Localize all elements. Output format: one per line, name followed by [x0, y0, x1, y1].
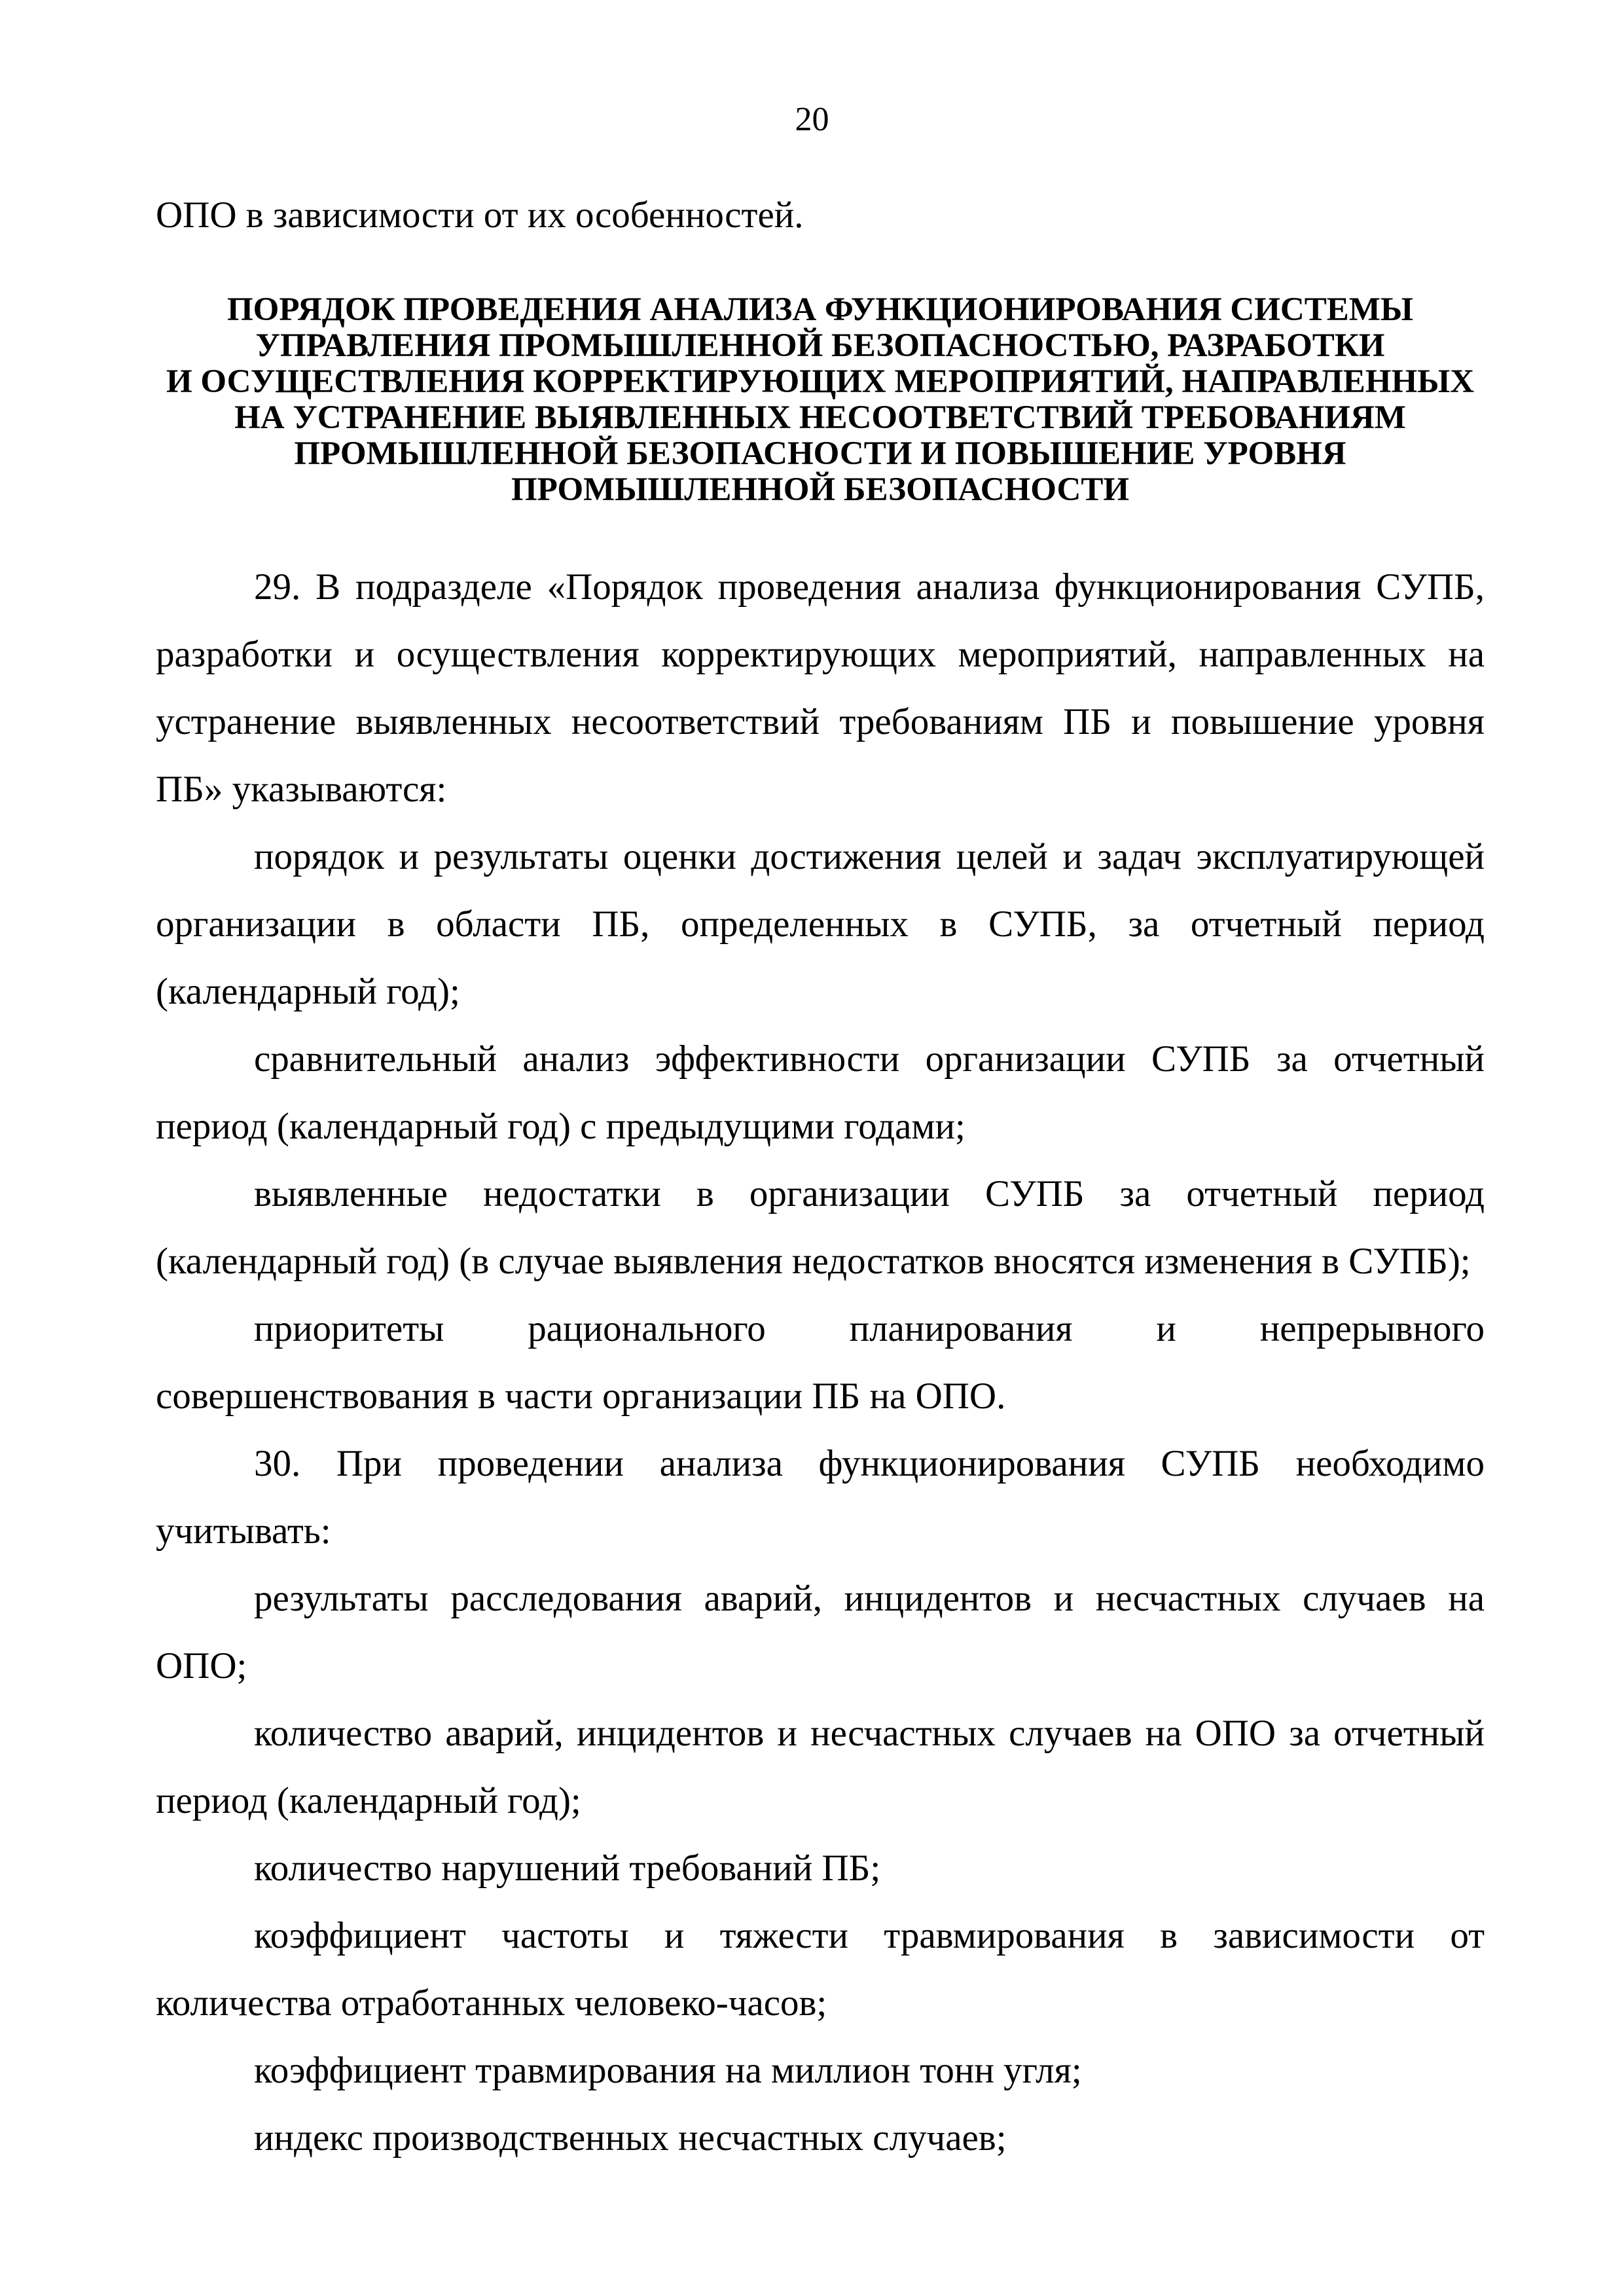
page-number: 20 — [795, 101, 829, 138]
paragraph: коэффициент травмирования на миллион тонн угля; — [254, 2050, 1082, 2091]
paragraph: индекс производственных несчастных случаев; — [254, 2117, 1007, 2159]
heading-line: ПОРЯДОК ПРОВЕДЕНИЯ АНАЛИЗА ФУНКЦИОНИРОВАНИЯ СИСТЕМЫ — [226, 291, 1414, 328]
paragraph: приоритеты рационального планирования и непрерывного совершенствования в части организации ПБ на ОПО. — [156, 1308, 1485, 1417]
paragraph-29: 29. В подразделе «Порядок проведения анализа функционирования СУПБ, разработки и осуществления корректирующих мероприятий, направленных на устранение выявленных несоответствий требованиям ПБ и повышение уровня ПБ» указываются: — [156, 566, 1485, 810]
paragraph: коэффициент частоты и тяжести травмирования в зависимости от количества отработанных человеко-часов; — [156, 1915, 1485, 2024]
heading-line: И ОСУЩЕСТВЛЕНИЯ КОРРЕКТИРУЮЩИХ МЕРОПРИЯТИЙ, НАПРАВЛЕННЫХ — [166, 363, 1475, 400]
paragraph: выявленные недостатки в организации СУПБ за отчетный период (календарный год) (в случае выявления недостатков вносятся изменения в СУПБ); — [156, 1173, 1485, 1282]
paragraph: количество нарушений требований ПБ; — [254, 1848, 881, 1889]
body-text — [156, 553, 1485, 2172]
heading-line: НА УСТРАНЕНИЕ ВЫЯВЛЕННЫХ НЕСООТВЕТСТВИЙ ТРЕБОВАНИЯМ — [234, 399, 1406, 436]
continuation-text: ОПО в зависимости от их особенностей. — [156, 194, 804, 236]
heading-line: ПРОМЫШЛЕННОЙ БЕЗОПАСНОСТИ И ПОВЫШЕНИЕ УРОВНЯ — [294, 435, 1346, 472]
paragraph: количество аварий, инцидентов и несчастных случаев на ОПО за отчетный период (календарный год); — [156, 1713, 1485, 1821]
heading-line: ПРОМЫШЛЕННОЙ БЕЗОПАСНОСТИ — [511, 471, 1130, 508]
section-heading — [156, 292, 1485, 508]
heading-line: УПРАВЛЕНИЯ ПРОМЫШЛЕННОЙ БЕЗОПАСНОСТЬЮ, РАЗРАБОТКИ — [255, 327, 1385, 364]
paragraph: порядок и результаты оценки достижения целей и задач эксплуатирующей организации в области ПБ, определенных в СУПБ, за отчетный период (календарный год); — [156, 836, 1485, 1012]
paragraph: результаты расследования аварий, инцидентов и несчастных случаев на ОПО; — [156, 1578, 1485, 1686]
paragraph: сравнительный анализ эффективности организации СУПБ за отчетный период (календарный год) с предыдущими годами; — [156, 1038, 1485, 1147]
paragraph-30: 30. При проведении анализа функционирования СУПБ необходимо учитывать: — [156, 1443, 1485, 1552]
